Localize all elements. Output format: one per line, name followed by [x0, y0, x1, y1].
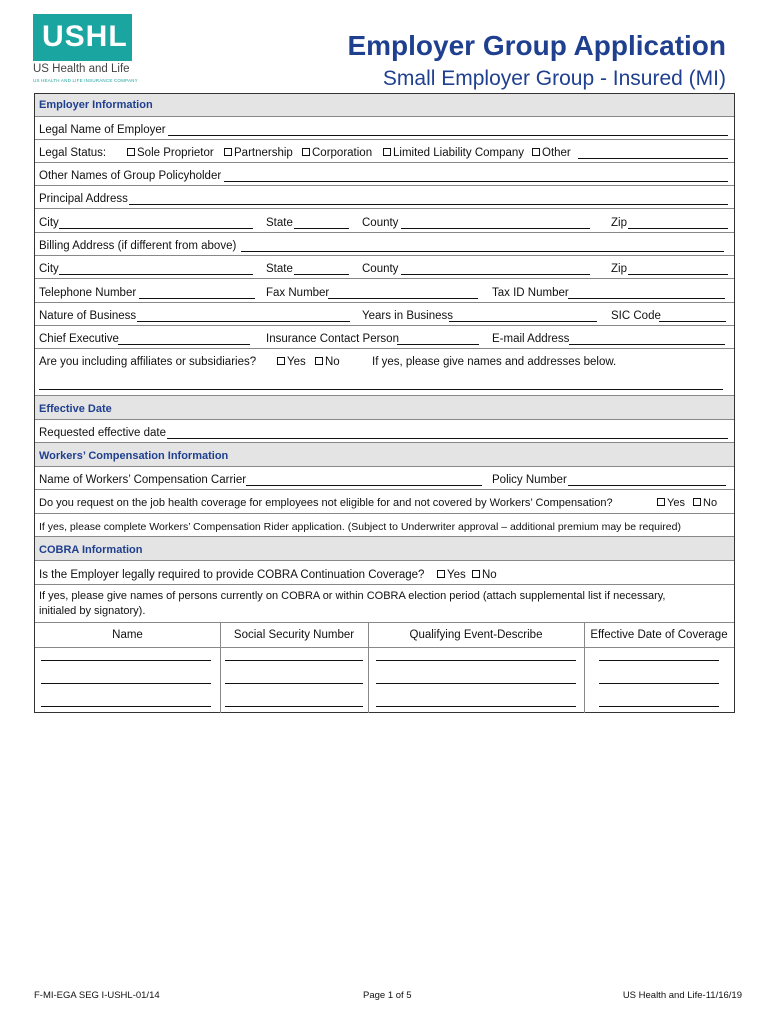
- fax-field[interactable]: [328, 286, 478, 299]
- row-legal-status: [35, 140, 734, 163]
- cobra-event-field-1[interactable]: [376, 660, 576, 661]
- column-header-effective-date: Effective Date of Coverage: [590, 629, 728, 641]
- telephone-label: Telephone Number: [39, 287, 137, 299]
- years-field[interactable]: [449, 309, 597, 322]
- row-city-state: [35, 209, 734, 233]
- workers-no-option[interactable]: No: [693, 497, 717, 510]
- row-cobra-note: [35, 585, 734, 623]
- affiliates-question: Are you including affiliates or subsidiaries?: [39, 356, 257, 368]
- principal-address-label: Principal Address: [39, 193, 128, 205]
- billing-county-field[interactable]: [401, 262, 590, 275]
- cobra-event-field-3[interactable]: [376, 706, 576, 707]
- cobra-note-line2: initialed by signatory).: [39, 605, 146, 617]
- sole-proprietor-option[interactable]: Sole Proprietor: [127, 147, 214, 160]
- cobra-ssn-field-3[interactable]: [225, 706, 363, 707]
- checkbox-icon[interactable]: [472, 570, 480, 578]
- billing-address-field[interactable]: [241, 239, 724, 252]
- principal-address-field[interactable]: [129, 192, 728, 205]
- other-names-label: Other Names of Group Policyholder: [39, 170, 222, 182]
- chief-field[interactable]: [118, 332, 250, 345]
- cobra-date-field-3[interactable]: [599, 706, 719, 707]
- row-billing-city-state: [35, 256, 734, 279]
- chief-label: Chief Executive: [39, 333, 119, 345]
- checkbox-icon[interactable]: [224, 148, 232, 156]
- years-label: Years in Business: [362, 310, 453, 322]
- other-names-field[interactable]: [224, 169, 728, 182]
- cobra-name-field-3[interactable]: [41, 706, 211, 707]
- cobra-date-field-1[interactable]: [599, 660, 719, 661]
- cobra-event-field-2[interactable]: [376, 683, 576, 684]
- checkbox-icon[interactable]: [657, 498, 665, 506]
- cobra-note-line1: If yes, please give names of persons currently on COBRA or within COBRA election period (attach supplemental list if necessary,: [39, 590, 666, 602]
- sic-label: SIC Code: [611, 310, 661, 322]
- legal-status-label: Legal Status:: [39, 147, 107, 159]
- affiliates-no-option[interactable]: No: [315, 356, 340, 369]
- billing-address-label: Billing Address (if different from above): [39, 240, 237, 252]
- partnership-option[interactable]: Partnership: [224, 147, 293, 160]
- cobra-yes-option[interactable]: Yes: [437, 569, 466, 582]
- county-label: County: [362, 217, 399, 229]
- cobra-table-header: [35, 623, 734, 648]
- telephone-field[interactable]: [139, 286, 255, 299]
- column-header-name: Name: [112, 629, 143, 641]
- checkbox-icon[interactable]: [277, 357, 285, 365]
- section-employer-information: [35, 94, 734, 117]
- corporation-option[interactable]: Corporation: [302, 147, 372, 160]
- row-workers-note: [35, 514, 734, 537]
- county-label: County: [362, 263, 399, 275]
- cobra-no-option[interactable]: No: [472, 569, 497, 582]
- zip-field[interactable]: [628, 216, 728, 229]
- carrier-field[interactable]: [246, 473, 482, 486]
- logo-company-name: US Health and Life: [33, 63, 130, 75]
- contact-label: Insurance Contact Person: [266, 333, 399, 345]
- fax-label: Fax Number: [266, 287, 330, 299]
- contact-field[interactable]: [397, 332, 479, 345]
- page-subtitle: Small Employer Group - Insured (MI): [382, 67, 726, 90]
- city-label: City: [39, 217, 59, 229]
- policy-field[interactable]: [568, 473, 726, 486]
- column-divider: [584, 623, 585, 713]
- tax-id-field[interactable]: [568, 286, 725, 299]
- workers-yes-option[interactable]: Yes: [657, 497, 685, 510]
- billing-city-field[interactable]: [59, 262, 253, 275]
- checkbox-icon[interactable]: [383, 148, 391, 156]
- requested-date-label: Requested effective date: [39, 427, 167, 439]
- logo-tagline: US HEALTH AND LIFE INSURANCE COMPANY: [33, 78, 138, 83]
- cobra-name-field-1[interactable]: [41, 660, 211, 661]
- column-header-event: Qualifying Event-Describe: [409, 629, 543, 641]
- section-effective-date: [35, 396, 734, 420]
- billing-state-field[interactable]: [294, 262, 349, 275]
- zip-label: Zip: [611, 217, 627, 229]
- tax-id-label: Tax ID Number: [492, 287, 569, 299]
- other-status-field[interactable]: [578, 146, 728, 159]
- nature-label: Nature of Business: [39, 310, 137, 322]
- city-label: City: [39, 263, 59, 275]
- checkbox-icon[interactable]: [127, 148, 135, 156]
- policy-label: Policy Number: [492, 474, 567, 486]
- checkbox-icon[interactable]: [532, 148, 540, 156]
- workers-question: Do you request on the job health coverage for employees not eligible for and not covered by Workers’ Compensation?: [39, 497, 613, 509]
- email-field[interactable]: [569, 332, 725, 345]
- row-workers-question: [35, 490, 734, 514]
- legal-name-label: Legal Name of Employer: [39, 124, 166, 136]
- nature-field[interactable]: [137, 309, 350, 322]
- cobra-ssn-field-1[interactable]: [225, 660, 363, 661]
- state-field[interactable]: [294, 216, 349, 229]
- legal-name-field[interactable]: [168, 123, 728, 136]
- page-title: Employer Group Application: [347, 30, 726, 61]
- column-divider: [220, 623, 221, 713]
- section-cobra: [35, 537, 734, 561]
- billing-zip-field[interactable]: [628, 262, 728, 275]
- section-workers-compensation: [35, 443, 734, 467]
- zip-label: Zip: [611, 263, 627, 275]
- carrier-label: Name of Workers’ Compensation Carrier: [39, 474, 247, 486]
- cobra-question: Is the Employer legally required to provide COBRA Continuation Coverage?: [39, 569, 425, 581]
- footer-form-id: F-MI-EGA SEG I-USHL-01/14: [34, 990, 160, 1001]
- row-affiliates: [35, 349, 734, 396]
- other-option[interactable]: Other: [532, 147, 571, 160]
- sic-field[interactable]: [659, 309, 726, 322]
- row-phone-fax: [35, 279, 734, 303]
- section-title: COBRA Information: [39, 544, 143, 556]
- row-principal-address: [35, 186, 734, 209]
- checkbox-icon[interactable]: [437, 570, 445, 578]
- row-workers-carrier: [35, 467, 734, 490]
- section-title: Effective Date: [39, 403, 112, 415]
- row-chief-executive: [35, 326, 734, 349]
- affiliates-note: If yes, please give names and addresses below.: [372, 356, 617, 368]
- section-title: Employer Information: [39, 99, 153, 111]
- ushl-logo: [33, 14, 132, 61]
- cobra-ssn-field-2[interactable]: [225, 683, 363, 684]
- footer-company-date: US Health and Life-11/16/19: [622, 990, 742, 1001]
- workers-note: If yes, please complete Workers’ Compensation Rider application. (Subject to Underwriter approval – additional premium may be required): [39, 521, 681, 533]
- row-requested-date: [35, 420, 734, 443]
- column-divider: [368, 623, 369, 713]
- row-other-names: [35, 163, 734, 186]
- logo-brand: USHL: [42, 20, 128, 53]
- county-field[interactable]: [401, 216, 590, 229]
- checkbox-icon[interactable]: [315, 357, 323, 365]
- footer-page-number: Page 1 of 5: [363, 990, 412, 1001]
- affiliates-field[interactable]: [39, 377, 723, 390]
- state-label: State: [266, 263, 293, 275]
- column-header-ssn: Social Security Number: [233, 629, 355, 641]
- requested-date-field[interactable]: [167, 426, 728, 439]
- row-billing-address: [35, 233, 734, 256]
- section-title: Workers’ Compensation Information: [39, 450, 229, 462]
- checkbox-icon[interactable]: [693, 498, 701, 506]
- row-legal-name: [35, 117, 734, 140]
- cobra-date-field-2[interactable]: [599, 683, 719, 684]
- llc-option[interactable]: Limited Liability Company: [383, 147, 524, 160]
- checkbox-icon[interactable]: [302, 148, 310, 156]
- row-cobra-question: [35, 561, 734, 585]
- application-form: [34, 93, 735, 713]
- state-label: State: [266, 217, 293, 229]
- email-label: E-mail Address: [492, 333, 570, 345]
- cobra-name-field-2[interactable]: [41, 683, 211, 684]
- row-nature-business: [35, 303, 734, 326]
- affiliates-yes-option[interactable]: Yes: [277, 356, 306, 369]
- city-field[interactable]: [59, 216, 253, 229]
